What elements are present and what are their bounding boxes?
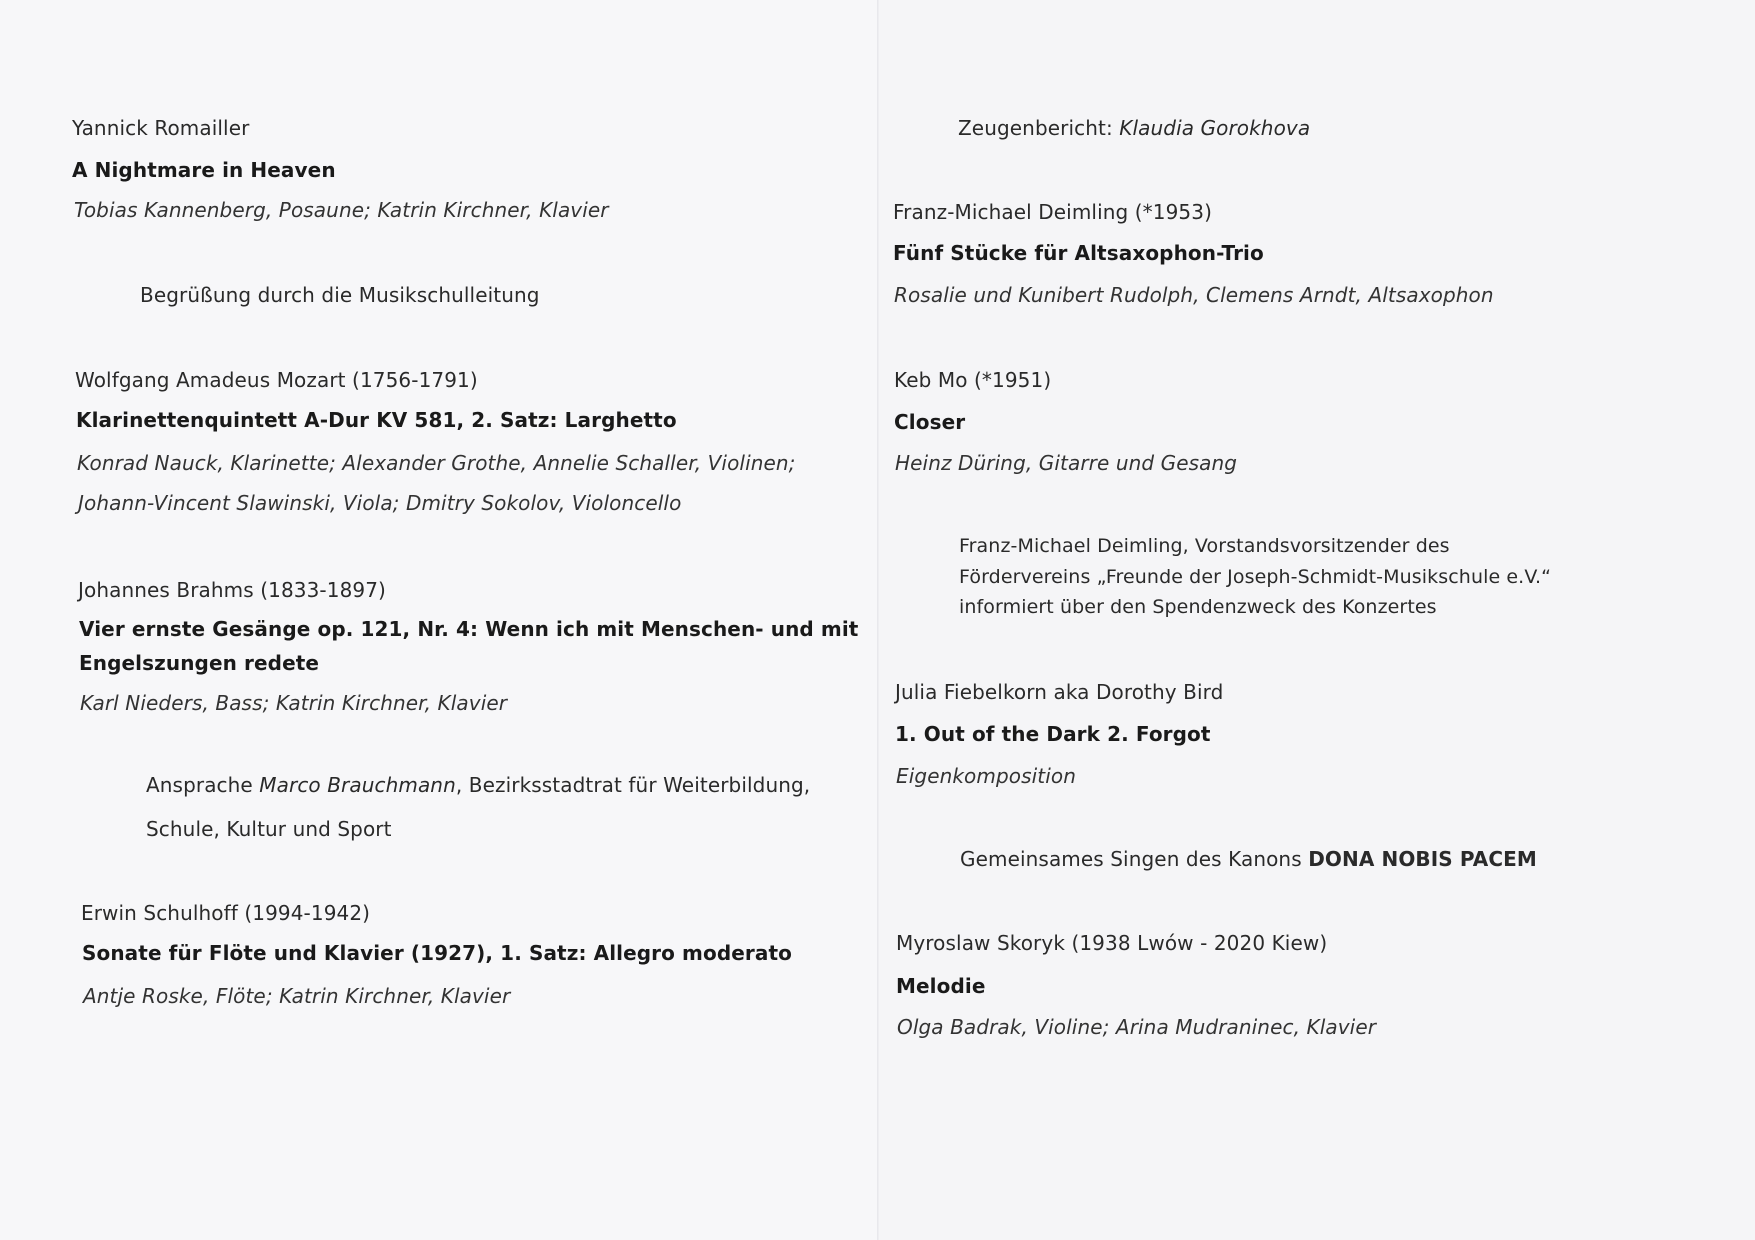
brahms-title-2: Engelszungen redete (79, 651, 320, 675)
mozart-title: Klarinettenquintett A-Dur KV 581, 2. Satz: Larghetto (76, 408, 677, 432)
mozart-performers-1: Konrad Nauck, Klarinette; Alexander Grothe, Annelie Schaller, Violinen; (77, 451, 796, 475)
witness-name: Klaudia Gorokhova (1119, 116, 1311, 140)
singing-canon: DONA NOBIS PACEM (1308, 847, 1537, 871)
singing-prefix: Gemeinsames Singen des Kanons (960, 847, 1302, 871)
schulhoff-title: Sonate für Flöte und Klavier (1927), 1. Satz: Allegro moderato (82, 941, 792, 965)
skoryk-title: Melodie (896, 974, 986, 998)
deimling-title: Fünf Stücke für Altsaxophon-Trio (893, 241, 1264, 265)
brahms-title-1: Vier ernste Gesänge op. 121, Nr. 4: Wenn ich mit Menschen- und mit (79, 617, 859, 641)
romailler-title: A Nightmare in Heaven (72, 158, 336, 182)
fiebelkorn-title: 1. Out of the Dark 2. Forgot (895, 722, 1211, 746)
fiebelkorn-composer: Julia Fiebelkorn aka Dorothy Bird (895, 680, 1224, 704)
kebmo-performers: Heinz Düring, Gitarre und Gesang (895, 451, 1238, 475)
singing-line (960, 847, 1537, 871)
romailler-composer: Yannick Romailler (72, 116, 250, 140)
speech-prefix: Ansprache (146, 773, 253, 797)
brahms-composer: Johannes Brahms (1833-1897) (78, 578, 386, 602)
donation-line-3: informiert über den Spendenzweck des Konzertes (959, 596, 1437, 618)
greeting-text: Begrüßung durch die Musikschulleitung (140, 283, 540, 307)
kebmo-composer: Keb Mo (*1951) (894, 368, 1052, 392)
speech-role-1: , Bezirksstadtrat für Weiterbildung, (455, 773, 811, 797)
romailler-performers: Tobias Kannenberg, Posaune; Katrin Kirchner, Klavier (74, 198, 609, 222)
speech-speaker: Marco Brauchmann (259, 773, 456, 797)
fiebelkorn-performers: Eigenkomposition (896, 764, 1076, 788)
schulhoff-performers: Antje Roske, Flöte; Katrin Kirchner, Klavier (83, 984, 511, 1008)
donation-line-2: Fördervereins „Freunde der Joseph-Schmidt-Musikschule e.V.“ (959, 566, 1552, 588)
witness-report (958, 116, 1310, 140)
skoryk-composer: Myroslaw Skoryk (1938 Lwów - 2020 Kiew) (896, 931, 1328, 955)
brahms-performers: Karl Nieders, Bass; Katrin Kirchner, Klavier (80, 691, 508, 715)
deimling-composer: Franz-Michael Deimling (*1953) (893, 200, 1212, 224)
witness-prefix: Zeugenbericht: (958, 116, 1113, 140)
right-page (877, 0, 1755, 1240)
skoryk-performers: Olga Badrak, Violine; Arina Mudraninec, Klavier (897, 1015, 1377, 1039)
speech-role-2: Schule, Kultur und Sport (146, 817, 392, 841)
mozart-composer: Wolfgang Amadeus Mozart (1756-1791) (75, 368, 478, 392)
kebmo-title: Closer (894, 410, 966, 434)
donation-line-1: Franz-Michael Deimling, Vorstandsvorsitzender des (959, 535, 1450, 557)
deimling-performers: Rosalie und Kunibert Rudolph, Clemens Arndt, Altsaxophon (894, 283, 1494, 307)
speech-line-1 (146, 773, 810, 797)
schulhoff-composer: Erwin Schulhoff (1994-1942) (81, 901, 371, 925)
page-fold (877, 0, 879, 1240)
mozart-performers-2: Johann-Vincent Slawinski, Viola; Dmitry Sokolov, Violoncello (78, 491, 682, 515)
